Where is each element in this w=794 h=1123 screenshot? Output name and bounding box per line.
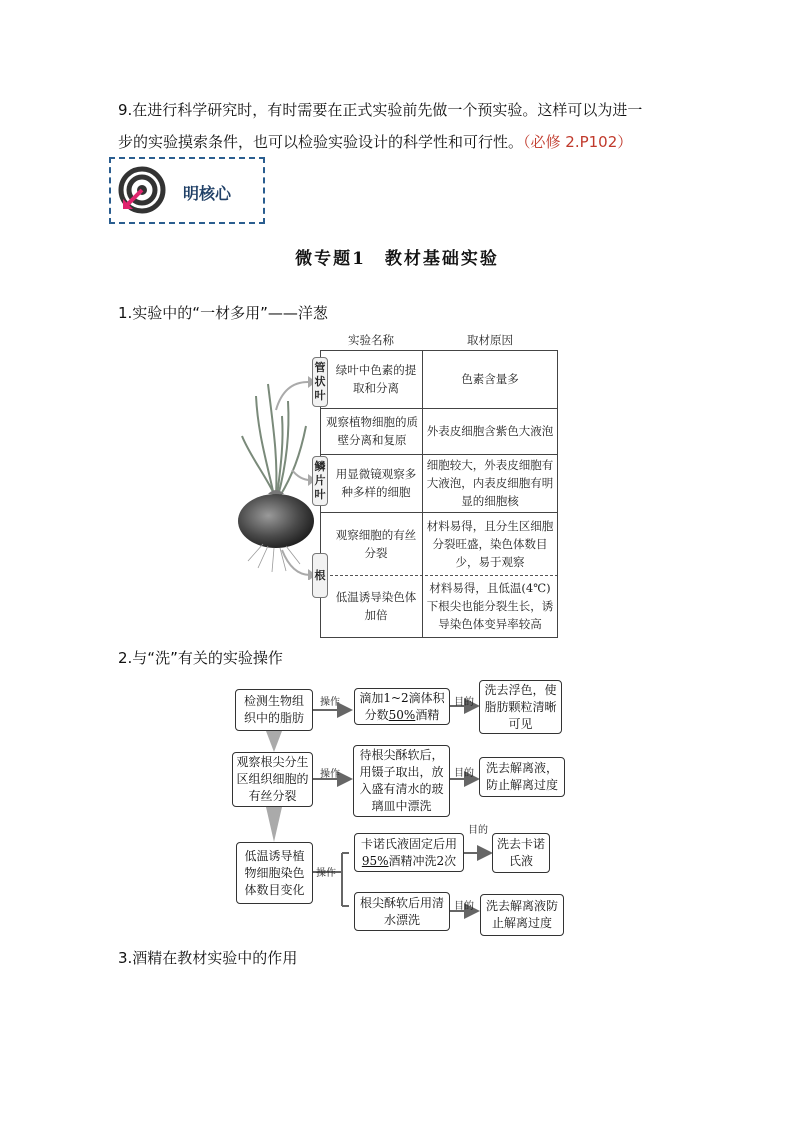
- row-3-name: 用显微镜观察多种多样的细胞: [335, 467, 417, 499]
- goal-label-4: 目的: [454, 901, 474, 912]
- row-2-name: 观察植物细胞的质壁分离和复原: [326, 415, 418, 447]
- row-1-reason: 色素含量多: [461, 372, 519, 386]
- row-4-name: 观察细胞的有丝分裂: [335, 527, 417, 560]
- goal-label-3: 目的: [468, 825, 488, 836]
- op-carnoy-text-a: 卡诺氏液固定后用: [360, 836, 457, 851]
- textbook-reference: （必修 2.P102）: [523, 133, 633, 151]
- row-3-reason: 细胞较大，外表皮细胞有大液泡，内表皮细胞有明显的细胞核: [426, 458, 554, 508]
- goal-fat: 洗去浮色，使脂肪颗粒清晰可见: [479, 680, 562, 734]
- row-2-reason: 外表皮细胞含紫色大液泡: [426, 424, 554, 438]
- goal-label-1: 目的: [454, 697, 474, 708]
- subtitle: 微专题1 教材基础实验: [295, 249, 499, 269]
- tag-scale-leaf: 鳞片叶: [312, 456, 328, 506]
- op-fat-text: [358, 690, 446, 724]
- section-1-title: 1.实验中的“一材多用”——洋葱: [118, 304, 328, 322]
- intro-line-2-text: 步的实验摸索条件，也可以检验实验设计的科学性和可行性。: [118, 133, 524, 151]
- exp-low-temp-induction: 低温诱导植物细胞染色体数目变化: [236, 842, 313, 904]
- row-5-reason: 材料易得，且低温(4℃)下根尖也能分裂生长，诱导染色体变异率较高: [426, 581, 554, 631]
- col-header-experiment: 实验名称: [348, 333, 394, 347]
- op-carnoy-text-c: 酒精冲洗2次: [388, 853, 457, 868]
- row-5-name: 低温诱导染色体加倍: [335, 590, 417, 622]
- op-mitosis-rinse: 待根尖酥软后，用镊子取出，放入盛有清水的玻璃皿中漂洗: [353, 745, 450, 817]
- tag-tubular-leaf: 管状叶: [312, 357, 328, 407]
- op-root-rinse: 根尖酥软后用清水漂洗: [354, 892, 450, 931]
- exp-mitosis-observation: 观察根尖分生区组织细胞的有丝分裂: [232, 752, 313, 807]
- goal-label-2: 目的: [454, 768, 474, 779]
- section-2-title: 2.与“洗”有关的实验操作: [118, 649, 283, 667]
- op-fat-percent: 50%: [388, 707, 416, 722]
- section-3-title: 3.酒精在教材实验中的作用: [118, 949, 298, 967]
- op-carnoy-percent: 95%: [361, 853, 389, 868]
- op-label-1: 操作: [320, 697, 340, 708]
- tag-root: 根: [312, 553, 328, 598]
- op-fat-text-a: 滴加1~2滴体积分数: [359, 690, 445, 722]
- intro-line-1: 9.在进行科学研究时，有时需要在正式实验前先做一个预实验。这样可以为进一: [118, 101, 643, 119]
- goal-root: 洗去解离液防止解离过度: [480, 894, 564, 936]
- op-label-2: 操作: [320, 769, 340, 780]
- heading-label: 明核心: [183, 184, 232, 203]
- goal-carnoy: 洗去卡诺氏液: [492, 833, 550, 873]
- col-header-reason: 取材原因: [467, 333, 513, 347]
- row-4-reason: 材料易得，且分生区细胞分裂旺盛，染色体数目少，易于观察: [426, 518, 554, 569]
- op-carnoy-rinse: [354, 833, 464, 872]
- row-1-name: 绿叶中色素的提取和分离: [335, 363, 417, 395]
- exp-fat-detection: 检测生物组织中的脂肪: [235, 689, 313, 731]
- op-label-3: 操作: [316, 868, 336, 879]
- op-fat-alcohol: [354, 688, 450, 725]
- op-carnoy-text: [358, 836, 460, 870]
- op-fat-text-c: 酒精: [415, 707, 440, 722]
- goal-mitosis: 洗去解离液，防止解离过度: [479, 757, 565, 797]
